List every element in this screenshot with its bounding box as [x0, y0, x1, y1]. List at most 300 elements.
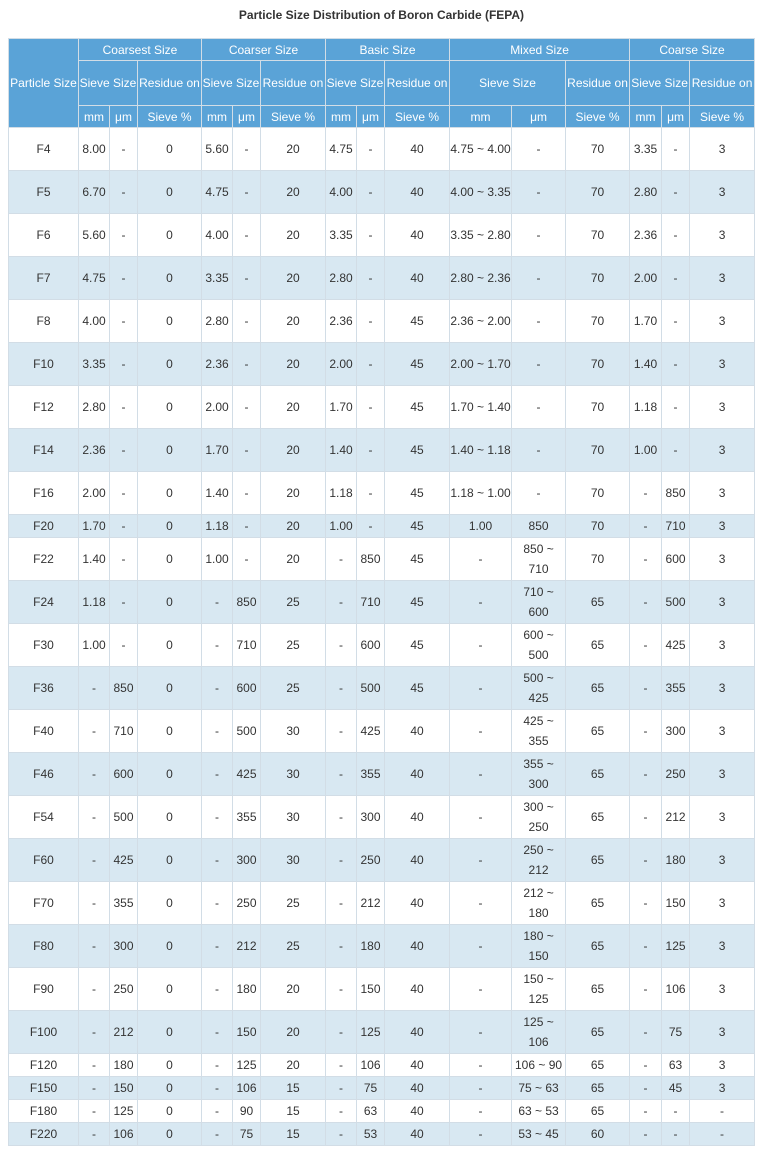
sieve-pct-header: Sieve % — [138, 106, 202, 128]
table-cell: 355 — [110, 882, 138, 925]
table-cell: 3 — [690, 624, 755, 667]
table-cell: - — [450, 882, 512, 925]
table-cell: 20 — [261, 343, 326, 386]
table-cell: - — [450, 1054, 512, 1077]
table-cell: 30 — [261, 839, 326, 882]
table-cell: - — [630, 1100, 662, 1123]
table-cell: - — [450, 710, 512, 753]
sieve-size-header: Sieve Size — [79, 61, 138, 106]
group-header-basic: Basic Size — [326, 39, 450, 61]
table-cell: 250 ~ 212 — [512, 839, 566, 882]
table-cell: 75 ~ 63 — [512, 1077, 566, 1100]
table-cell: 125 — [357, 1011, 385, 1054]
group-header-coarsest: Coarsest Size — [79, 39, 202, 61]
table-row — [9, 581, 755, 624]
table-cell: - — [512, 386, 566, 429]
table-cell: - — [630, 796, 662, 839]
table-cell: 40 — [385, 882, 450, 925]
table-cell: 3 — [690, 796, 755, 839]
table-cell: - — [202, 1077, 233, 1100]
table-cell: 65 — [566, 753, 630, 796]
table-cell: 0 — [138, 796, 202, 839]
particle-size-cell: F40 — [9, 710, 79, 753]
table-cell: 3 — [690, 515, 755, 538]
table-cell: 25 — [261, 667, 326, 710]
table-cell: 106 — [233, 1077, 261, 1100]
table-cell: 4.00 ~ 3.35 — [450, 171, 512, 214]
table-cell: 180 ~ 150 — [512, 925, 566, 968]
table-cell: - — [357, 257, 385, 300]
unit-mm-header: mm — [326, 106, 357, 128]
table-cell: 1.40 — [630, 343, 662, 386]
table-cell: 0 — [138, 968, 202, 1011]
table-cell: - — [202, 925, 233, 968]
particle-size-cell: F150 — [9, 1077, 79, 1100]
particle-size-cell: F6 — [9, 214, 79, 257]
table-cell: - — [326, 538, 357, 581]
table-row — [9, 624, 755, 667]
table-cell: 212 — [233, 925, 261, 968]
table-cell: 45 — [385, 386, 450, 429]
table-cell: - — [202, 581, 233, 624]
particle-size-cell: F46 — [9, 753, 79, 796]
table-cell: - — [110, 624, 138, 667]
particle-size-cell: F24 — [9, 581, 79, 624]
particle-size-cell: F80 — [9, 925, 79, 968]
table-cell: 106 ~ 90 — [512, 1054, 566, 1077]
table-cell: 1.00 — [79, 624, 110, 667]
table-cell: 40 — [385, 925, 450, 968]
table-cell: 1.70 ~ 1.40 — [450, 386, 512, 429]
table-cell: 65 — [566, 925, 630, 968]
table-cell: - — [630, 968, 662, 1011]
table-cell: 2.00 — [79, 472, 110, 515]
table-cell: 1.70 — [202, 429, 233, 472]
table-cell: - — [450, 753, 512, 796]
table-cell: - — [110, 128, 138, 171]
table-cell: 65 — [566, 667, 630, 710]
particle-size-cell: F90 — [9, 968, 79, 1011]
particle-size-cell: F220 — [9, 1123, 79, 1146]
table-cell: 70 — [566, 214, 630, 257]
table-cell: - — [512, 300, 566, 343]
table-cell: - — [662, 1123, 690, 1146]
table-cell: - — [110, 472, 138, 515]
table-cell: 850 — [662, 472, 690, 515]
table-row — [9, 839, 755, 882]
table-cell: 2.36 — [202, 343, 233, 386]
table-cell: - — [357, 214, 385, 257]
table-cell: 125 — [233, 1054, 261, 1077]
table-cell: - — [630, 1011, 662, 1054]
table-cell: - — [630, 581, 662, 624]
table-cell: 1.18 — [630, 386, 662, 429]
table-cell: - — [690, 1100, 755, 1123]
table-cell: 20 — [261, 386, 326, 429]
table-cell: 1.70 — [630, 300, 662, 343]
table-cell: 40 — [385, 839, 450, 882]
table-cell: 425 — [662, 624, 690, 667]
table-cell: 65 — [566, 710, 630, 753]
particle-size-cell: F20 — [9, 515, 79, 538]
table-cell: 2.00 — [630, 257, 662, 300]
table-cell: 65 — [566, 1054, 630, 1077]
table-cell: - — [630, 1123, 662, 1146]
table-cell: 3.35 — [202, 257, 233, 300]
table-cell: 0 — [138, 214, 202, 257]
table-cell: 65 — [566, 1077, 630, 1100]
table-cell: - — [233, 515, 261, 538]
particle-size-cell: F5 — [9, 171, 79, 214]
table-cell: 2.80 ~ 2.36 — [450, 257, 512, 300]
table-cell: 40 — [385, 796, 450, 839]
table-cell: 3 — [690, 882, 755, 925]
table-cell: - — [202, 839, 233, 882]
table-cell: 106 — [662, 968, 690, 1011]
table-cell: 15 — [261, 1100, 326, 1123]
table-cell: - — [630, 667, 662, 710]
table-cell: 180 — [357, 925, 385, 968]
table-cell: - — [450, 968, 512, 1011]
table-cell: 2.80 — [630, 171, 662, 214]
table-cell: - — [110, 429, 138, 472]
table-cell: 40 — [385, 1100, 450, 1123]
table-cell: 710 ~ 600 — [512, 581, 566, 624]
table-cell: 106 — [110, 1123, 138, 1146]
table-cell: 40 — [385, 1077, 450, 1100]
table-row — [9, 538, 755, 581]
table-cell: 425 — [357, 710, 385, 753]
group-header-mixed: Mixed Size — [450, 39, 630, 61]
table-cell: - — [79, 839, 110, 882]
table-cell: - — [202, 882, 233, 925]
table-cell: 250 — [662, 753, 690, 796]
table-cell: 850 — [233, 581, 261, 624]
table-cell: 70 — [566, 171, 630, 214]
table-cell: 600 — [233, 667, 261, 710]
table-cell: 5.60 — [202, 128, 233, 171]
table-cell: 850 ~ 710 — [512, 538, 566, 581]
table-cell: 6.70 — [79, 171, 110, 214]
table-cell: - — [233, 214, 261, 257]
table-cell: 60 — [566, 1123, 630, 1146]
table-cell: - — [326, 753, 357, 796]
table-cell: - — [690, 1123, 755, 1146]
table-cell: - — [630, 472, 662, 515]
table-cell: 70 — [566, 429, 630, 472]
table-cell: 710 — [233, 624, 261, 667]
table-cell: 1.40 ~ 1.18 — [450, 429, 512, 472]
table-row — [9, 925, 755, 968]
table-row — [9, 472, 755, 515]
table-cell: 45 — [385, 429, 450, 472]
table-cell: 25 — [261, 624, 326, 667]
table-cell: 0 — [138, 257, 202, 300]
table-cell: 212 — [662, 796, 690, 839]
table-cell: 0 — [138, 472, 202, 515]
table-cell: 1.18 — [202, 515, 233, 538]
table-cell: 1.70 — [326, 386, 357, 429]
table-cell: 20 — [261, 472, 326, 515]
table-cell: - — [326, 1011, 357, 1054]
table-row — [9, 1054, 755, 1077]
table-cell: - — [326, 968, 357, 1011]
table-cell: 1.40 — [202, 472, 233, 515]
table-cell: - — [630, 1054, 662, 1077]
table-cell: - — [662, 343, 690, 386]
table-cell: - — [79, 1100, 110, 1123]
table-cell: - — [79, 1077, 110, 1100]
table-cell: 40 — [385, 968, 450, 1011]
table-cell: - — [79, 667, 110, 710]
table-cell: 150 — [233, 1011, 261, 1054]
table-cell: 2.80 — [326, 257, 357, 300]
table-cell: 300 — [110, 925, 138, 968]
table-cell: 65 — [566, 581, 630, 624]
table-cell: 20 — [261, 171, 326, 214]
table-row — [9, 1011, 755, 1054]
unit-mm-header: mm — [202, 106, 233, 128]
table-cell: 3 — [690, 171, 755, 214]
sieve-size-header: Sieve Size — [630, 61, 690, 106]
table-cell: 65 — [566, 1100, 630, 1123]
table-cell: 355 — [357, 753, 385, 796]
particle-size-cell: F36 — [9, 667, 79, 710]
table-cell: - — [110, 214, 138, 257]
table-cell: 3 — [690, 128, 755, 171]
table-cell: - — [662, 214, 690, 257]
table-cell: 0 — [138, 386, 202, 429]
table-cell: - — [233, 538, 261, 581]
table-cell: 40 — [385, 1123, 450, 1146]
table-cell: - — [662, 300, 690, 343]
table-cell: - — [662, 171, 690, 214]
table-cell: 8.00 — [79, 128, 110, 171]
table-cell: - — [630, 710, 662, 753]
table-cell: 40 — [385, 710, 450, 753]
table-cell: - — [233, 429, 261, 472]
table-cell: 3 — [690, 710, 755, 753]
table-cell: 4.75 — [202, 171, 233, 214]
table-row — [9, 128, 755, 171]
table-cell: - — [450, 1011, 512, 1054]
table-cell: - — [512, 171, 566, 214]
table-cell: 3 — [690, 1077, 755, 1100]
table-cell: - — [233, 171, 261, 214]
table-cell: - — [512, 214, 566, 257]
table-cell: 40 — [385, 1011, 450, 1054]
table-cell: 300 — [662, 710, 690, 753]
table-cell: 3 — [690, 300, 755, 343]
table-cell: - — [79, 710, 110, 753]
table-cell: 75 — [357, 1077, 385, 1100]
table-cell: 106 — [357, 1054, 385, 1077]
table-cell: - — [450, 839, 512, 882]
table-cell: 600 — [357, 624, 385, 667]
table-cell: 25 — [261, 925, 326, 968]
table-cell: 25 — [261, 581, 326, 624]
page-title: Particle Size Distribution of Boron Carbide (FEPA) — [238, 8, 525, 22]
table-cell: 75 — [662, 1011, 690, 1054]
table-cell: 212 — [357, 882, 385, 925]
table-cell: 65 — [566, 624, 630, 667]
table-cell: - — [202, 753, 233, 796]
table-cell: 4.00 — [79, 300, 110, 343]
table-cell: - — [79, 753, 110, 796]
table-cell: - — [202, 667, 233, 710]
table-cell: 70 — [566, 515, 630, 538]
table-cell: - — [202, 796, 233, 839]
table-row — [9, 882, 755, 925]
residue-on-header: Residue on — [261, 61, 326, 106]
table-cell: 0 — [138, 839, 202, 882]
table-cell: 500 — [110, 796, 138, 839]
particle-size-cell: F120 — [9, 1054, 79, 1077]
table-cell: - — [357, 128, 385, 171]
table-cell: 4.75 — [79, 257, 110, 300]
table-cell: 0 — [138, 581, 202, 624]
table-cell: 2.00 — [326, 343, 357, 386]
table-row — [9, 343, 755, 386]
table-cell: 3 — [690, 1011, 755, 1054]
sieve-pct-header: Sieve % — [690, 106, 755, 128]
particle-size-header: Particle Size — [9, 39, 79, 128]
table-cell: 125 ~ 106 — [512, 1011, 566, 1054]
table-cell: - — [662, 1100, 690, 1123]
table-cell: - — [326, 839, 357, 882]
unit-um-header: μm — [233, 106, 261, 128]
table-cell: - — [326, 796, 357, 839]
table-cell: 425 ~ 355 — [512, 710, 566, 753]
table-cell: - — [662, 257, 690, 300]
unit-um-header: μm — [110, 106, 138, 128]
particle-size-cell: F60 — [9, 839, 79, 882]
table-cell: 40 — [385, 171, 450, 214]
table-cell: 710 — [662, 515, 690, 538]
table-cell: 150 — [110, 1077, 138, 1100]
table-cell: 53 — [357, 1123, 385, 1146]
table-cell: - — [357, 515, 385, 538]
particle-size-cell: F10 — [9, 343, 79, 386]
particle-size-cell: F12 — [9, 386, 79, 429]
table-cell: 2.00 ~ 1.70 — [450, 343, 512, 386]
group-header-coarse: Coarse Size — [630, 39, 755, 61]
table-cell: 425 — [110, 839, 138, 882]
residue-on-header: Residue on — [566, 61, 630, 106]
table-cell: 1.18 — [326, 472, 357, 515]
table-cell: - — [326, 1100, 357, 1123]
table-cell: 15 — [261, 1123, 326, 1146]
table-cell: - — [512, 343, 566, 386]
table-cell: - — [79, 882, 110, 925]
table-cell: 70 — [566, 257, 630, 300]
table-cell: 2.80 — [202, 300, 233, 343]
unit-mm-header: mm — [450, 106, 512, 128]
table-cell: 65 — [566, 882, 630, 925]
table-cell: 45 — [385, 300, 450, 343]
table-row — [9, 710, 755, 753]
table-cell: 3 — [690, 386, 755, 429]
table-row — [9, 1100, 755, 1123]
table-cell: 5.60 — [79, 214, 110, 257]
table-cell: 3 — [690, 472, 755, 515]
table-cell: 45 — [385, 624, 450, 667]
table-cell: 30 — [261, 753, 326, 796]
table-cell: 355 — [233, 796, 261, 839]
particle-size-cell: F54 — [9, 796, 79, 839]
table-cell: - — [202, 1054, 233, 1077]
particle-size-cell: F30 — [9, 624, 79, 667]
table-cell: 300 ~ 250 — [512, 796, 566, 839]
table-cell: 1.00 — [450, 515, 512, 538]
table-cell: 600 — [110, 753, 138, 796]
table-cell: 4.00 — [326, 171, 357, 214]
table-cell: 300 — [357, 796, 385, 839]
table-cell: - — [450, 925, 512, 968]
table-cell: 65 — [566, 839, 630, 882]
table-cell: 500 — [357, 667, 385, 710]
table-cell: 3 — [690, 753, 755, 796]
particle-size-cell: F7 — [9, 257, 79, 300]
sieve-size-header: Sieve Size — [450, 61, 566, 106]
table-cell: 0 — [138, 667, 202, 710]
table-cell: - — [630, 882, 662, 925]
table-cell: 710 — [110, 710, 138, 753]
table-cell: 3 — [690, 429, 755, 472]
table-cell: 4.00 — [202, 214, 233, 257]
table-cell: 1.40 — [79, 538, 110, 581]
table-cell: 425 — [233, 753, 261, 796]
table-cell: 45 — [385, 515, 450, 538]
table-body — [9, 128, 755, 1146]
table-cell: 70 — [566, 386, 630, 429]
table-cell: 40 — [385, 1054, 450, 1077]
table-cell: 40 — [385, 257, 450, 300]
table-cell: - — [326, 710, 357, 753]
table-cell: 180 — [662, 839, 690, 882]
table-cell: 45 — [385, 667, 450, 710]
table-cell: 355 — [662, 667, 690, 710]
table-cell: - — [110, 538, 138, 581]
particle-size-cell: F14 — [9, 429, 79, 472]
table-cell: 20 — [261, 128, 326, 171]
table-cell: 0 — [138, 1077, 202, 1100]
table-cell: - — [233, 128, 261, 171]
table-cell: 20 — [261, 214, 326, 257]
table-cell: 212 — [110, 1011, 138, 1054]
unit-mm-header: mm — [630, 106, 662, 128]
table-cell: - — [326, 1077, 357, 1100]
table-cell: 1.18 — [79, 581, 110, 624]
table-cell: 15 — [261, 1077, 326, 1100]
particle-size-cell: F4 — [9, 128, 79, 171]
table-cell: 30 — [261, 710, 326, 753]
table-cell: 45 — [385, 538, 450, 581]
table-cell: 2.80 — [79, 386, 110, 429]
table-cell: 0 — [138, 882, 202, 925]
table-cell: - — [357, 386, 385, 429]
table-cell: 0 — [138, 624, 202, 667]
table-cell: - — [110, 581, 138, 624]
table-cell: - — [110, 300, 138, 343]
table-cell: - — [110, 386, 138, 429]
table-cell: 1.00 — [630, 429, 662, 472]
table-cell: 25 — [261, 882, 326, 925]
table-cell: - — [357, 472, 385, 515]
table-cell: - — [79, 968, 110, 1011]
table-cell: 45 — [385, 581, 450, 624]
table-cell: 0 — [138, 1123, 202, 1146]
